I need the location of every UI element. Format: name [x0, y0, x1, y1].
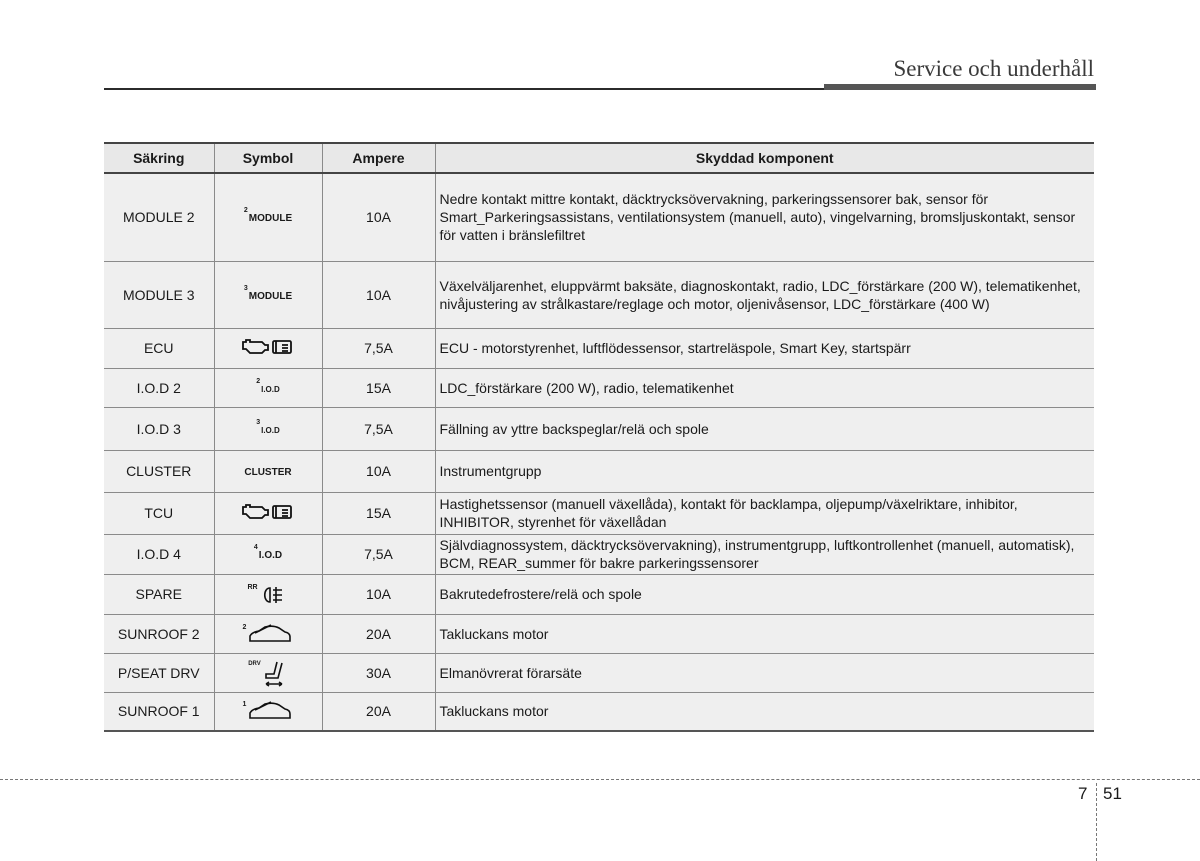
table-row [104, 614, 1094, 653]
section-title: Service och underhåll [893, 56, 1094, 81]
protected-component: Fällning av yttre backspeglar/relä och spole [435, 407, 1094, 450]
column-header-component: Skyddad komponent [435, 143, 1094, 173]
protected-component: Takluckans motor [435, 614, 1094, 653]
engine-ecu-icon [241, 336, 295, 356]
sunroof-1-icon: 1 [243, 700, 294, 722]
rear-fog-lamp-icon: RR [247, 585, 288, 605]
column-header-symbol: Symbol [214, 143, 322, 173]
protected-component: Hastighetssensor (manuell växellåda), kontakt för backlampa, oljepump/växelriktare, inhibitor, INHIBITOR, styrenhet för växellådan [435, 492, 1094, 534]
fuse-ampere: 15A [322, 492, 435, 534]
fuse-ampere: 7,5A [322, 328, 435, 368]
fuse-name: I.O.D 2 [104, 368, 214, 407]
chapter-number: 7 [1078, 784, 1088, 803]
fuse-ampere: 30A [322, 653, 435, 692]
iod-2-label-icon: 2 I.O.D [256, 377, 280, 394]
protected-component: Växelväljarenhet, eluppvärmt baksäte, diagnoskontakt, radio, LDC_förstärkare (200 W), telematikenhet, nivåjustering av strålkastare/reglage och motor, oljenivåsensor, LDC_förstärkare (400 W) [435, 261, 1094, 328]
protected-component: Nedre kontakt mittre kontakt, däcktrycksövervakning, parkeringssensorer bak, sensor för Smart_Parkeringsassistans, ventilationsystem (manuell, auto), vingelvarning, bromsljuskontakt, sensor för vatten i bränslefiltret [435, 173, 1094, 261]
sunroof-2-icon: 2 [243, 623, 294, 645]
fuse-name: CLUSTER [104, 450, 214, 492]
header-rule-thick [824, 84, 1096, 90]
fuse-ampere: 10A [322, 574, 435, 614]
protected-component: Bakrutedefrostere/relä och spole [435, 574, 1094, 614]
table-header-row [104, 143, 1094, 173]
cluster-label-icon: CLUSTER [244, 466, 292, 478]
table-row [104, 492, 1094, 534]
page-number: 51 [1103, 784, 1122, 803]
iod-3-label-icon: 3 I.O.D [256, 418, 280, 435]
protected-component: ECU - motorstyrenhet, luftflödessensor, startreläspole, Smart Key, startspärr [435, 328, 1094, 368]
header-rule-thin [104, 88, 826, 90]
table-row [104, 692, 1094, 731]
fuse-ampere: 10A [322, 261, 435, 328]
fuse-name: TCU [104, 492, 214, 534]
fuse-name: MODULE 2 [104, 173, 214, 261]
protected-component: Elmanövrerat förarsäte [435, 653, 1094, 692]
table-row [104, 574, 1094, 614]
fuse-name: I.O.D 4 [104, 534, 214, 574]
table-row [104, 407, 1094, 450]
table-row [104, 653, 1094, 692]
module-3-label-icon: 3 MODULE [243, 284, 293, 302]
fuse-table [104, 142, 1094, 732]
column-header-ampere: Ampere [322, 143, 435, 173]
protected-component: Instrumentgrupp [435, 450, 1094, 492]
module-2-label-icon: 2 MODULE [243, 207, 293, 225]
fuse-name: SUNROOF 1 [104, 692, 214, 731]
protected-component: Takluckans motor [435, 692, 1094, 731]
fuse-ampere: 7,5A [322, 534, 435, 574]
fuse-name: P/SEAT DRV [104, 653, 214, 692]
iod-4-label-icon: 4 I.O.D [253, 544, 283, 561]
protected-component: LDC_förstärkare (200 W), radio, telematikenhet [435, 368, 1094, 407]
fuse-name: I.O.D 3 [104, 407, 214, 450]
fuse-ampere: 7,5A [322, 407, 435, 450]
fuse-name: ECU [104, 328, 214, 368]
table-row [104, 534, 1094, 574]
footer-dashed-divider [1096, 783, 1097, 861]
table-row [104, 450, 1094, 492]
fuse-name: MODULE 3 [104, 261, 214, 328]
table-row [104, 173, 1094, 261]
fuse-ampere: 20A [322, 692, 435, 731]
engine-tcu-icon [241, 501, 295, 521]
fuse-name: SUNROOF 2 [104, 614, 214, 653]
fuse-ampere: 10A [322, 173, 435, 261]
power-seat-driver-icon: DRV [248, 659, 288, 687]
protected-component: Självdiagnossystem, däcktrycksövervakning), instrumentgrupp, luftkontrollenhet (manuell, automatisk), BCM, REAR_summer för bakre parkeringssensorer [435, 534, 1094, 574]
fuse-ampere: 20A [322, 614, 435, 653]
fuse-ampere: 15A [322, 368, 435, 407]
fuse-ampere: 10A [322, 450, 435, 492]
column-header-fuse: Säkring [104, 143, 214, 173]
footer-dashed-rule [0, 779, 1200, 780]
table-row [104, 328, 1094, 368]
fuse-name: SPARE [104, 574, 214, 614]
table-row [104, 261, 1094, 328]
table-row [104, 368, 1094, 407]
